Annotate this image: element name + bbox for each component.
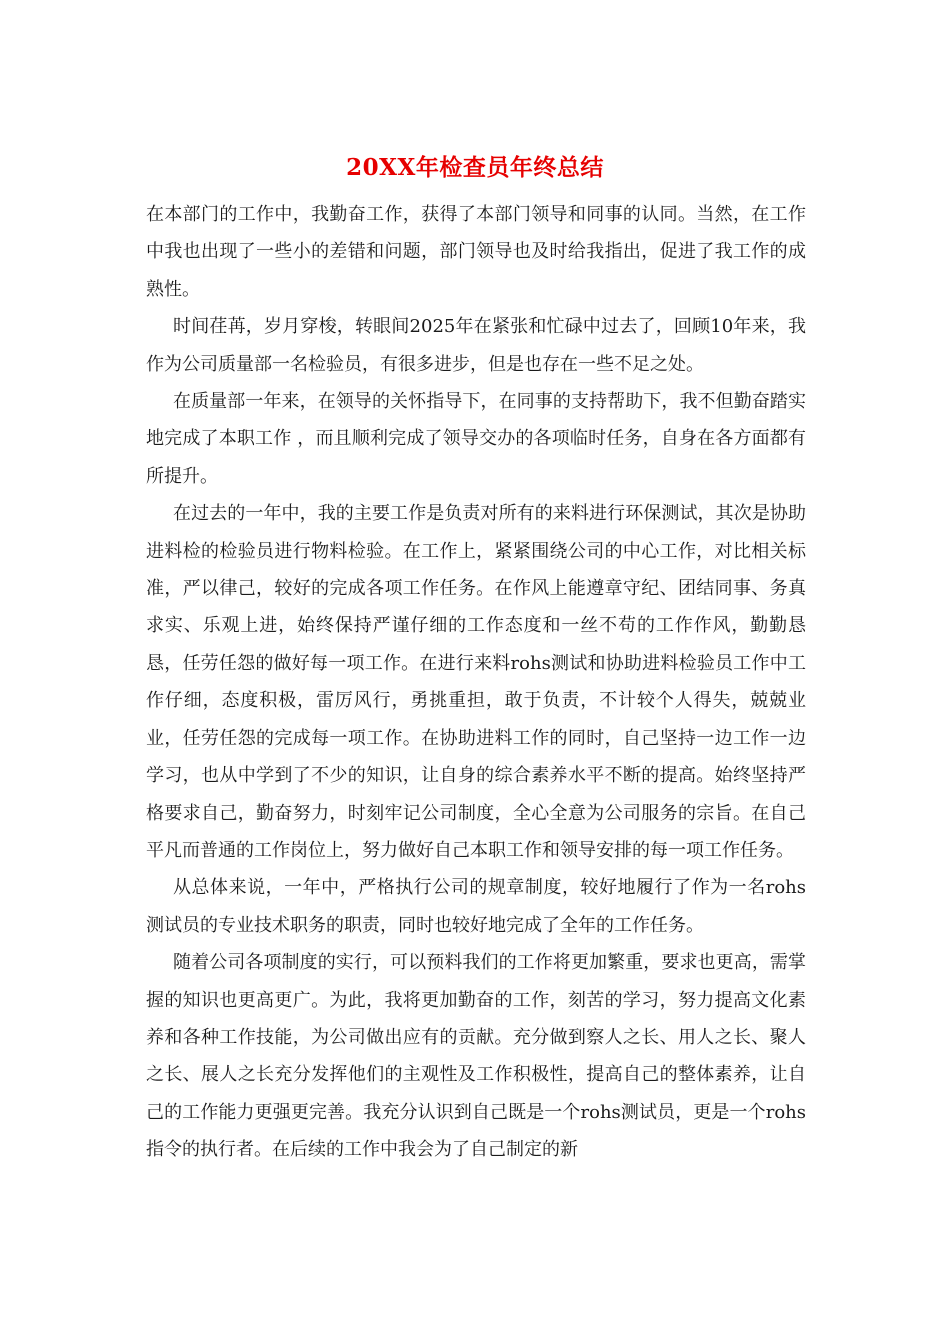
paragraph-5: 从总体来说，一年中，严格执行公司的规章制度，较好地履行了作为一名rohs测试员的专业技术职务的职责，同时也较好地完成了全年的工作任务。 — [146, 877, 806, 936]
paragraph-3: 在质量部一年来，在领导的关怀指导下，在同事的支持帮助下，我不但勤奋踏实地完成了本职工作 ，而且顺利完成了领导交办的各项临时任务，自身在各方面都有所提升。 — [146, 391, 806, 487]
paragraph-1: 在本部门的工作中，我勤奋工作，获得了本部门领导和同事的认同。当然，在工作中我也出现了一些小的差错和问题，部门领导也及时给我指出，促进了我工作的成熟性。 — [146, 204, 806, 300]
paragraph-4: 在过去的一年中，我的主要工作是负责对所有的来料进行环保测试，其次是协助进料检的检验员进行物料检验。在工作上，紧紧围绕公司的中心工作，对比相关标准，严以律己，较好的完成各项工作任务。在作风上能遵章守纪、团结同事、务真求实、乐观上进，始终保持严谨仔细的工作态度和一丝不苟的工作作风，勤勤恳恳，任劳任怨的做好每一项工作。在进行来料rohs测试和协助进料检验员工作中工作仔细，态度积极，雷厉风行，勇挑重担，敢于负责，不计较个人得失，兢兢业业，任劳任怨的完成每一项工作。在协助进料工作的同时，自己坚持一边工作一边学习，也从中学到了不少的知识，让自身的综合素养水平不断的提高。始终坚持严格要求自己，勤奋努力，时刻牢记公司制度，全心全意为公司服务的宗旨。在自己平凡而普通的工作岗位上，努力做好自己本职工作和领导安排的每一项工作任务。 — [146, 503, 806, 861]
document-body — [146, 196, 806, 1169]
document-title: 20XX年检查员年终总结 — [346, 154, 604, 181]
paragraph-2: 时间荏苒，岁月穿梭，转眼间2025年在紧张和忙碌中过去了，回顾10年来，我作为公司质量部一名检验员，有很多进步，但是也存在一些不足之处。 — [146, 316, 806, 375]
paragraph-6: 随着公司各项制度的实行，可以预料我们的工作将更加繁重，要求也更高，需掌握的知识也更高更广。为此，我将更加勤奋的工作，刻苦的学习，努力提高文化素养和各种工作技能，为公司做出应有的贡献。充分做到察人之长、用人之长、聚人之长、展人之长充分发挥他们的主观性及工作积极性，提高自己的整体素养，让自己的工作能力更强更完善。我充分认识到自己既是一个rohs测试员，更是一个rohs指令的执行者。在后续的工作中我会为了自己制定的新 — [146, 952, 806, 1161]
